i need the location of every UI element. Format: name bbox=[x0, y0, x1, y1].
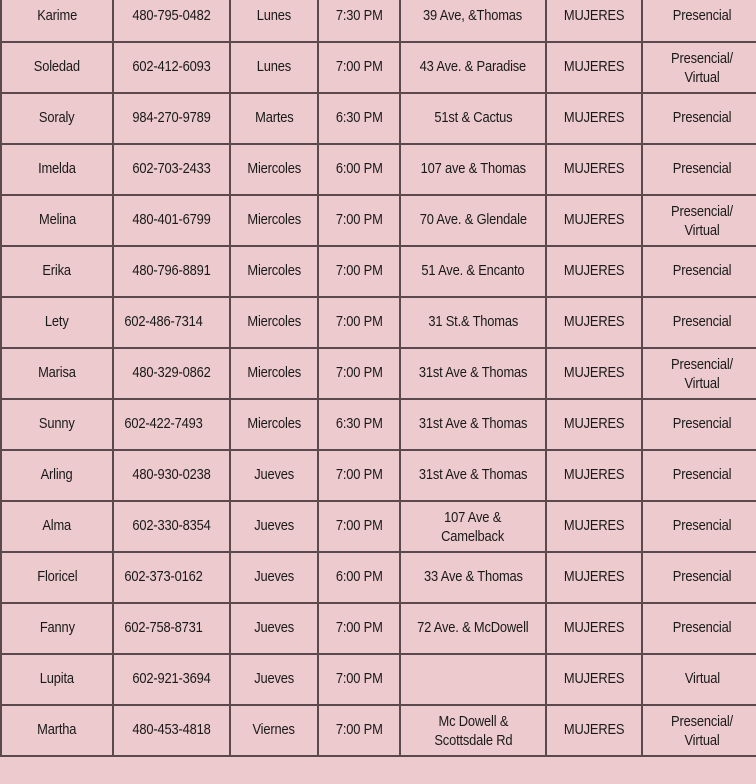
table-row bbox=[1, 195, 756, 246]
meeting-day: Jueves bbox=[254, 670, 294, 688]
meetings-table-body bbox=[1, 0, 756, 756]
attendance-mode: Presencial bbox=[673, 466, 732, 484]
group-type: MUJERES bbox=[563, 517, 625, 535]
meeting-address: 31st Ave & Thomas bbox=[418, 466, 528, 484]
table-row bbox=[1, 705, 756, 756]
contact-name-cell bbox=[1, 246, 113, 297]
meeting-time-cell bbox=[318, 450, 400, 501]
meeting-time-cell bbox=[318, 399, 400, 450]
meeting-address: 33 Ave & Thomas bbox=[423, 568, 523, 586]
contact-name-cell bbox=[1, 42, 113, 93]
contact-name: Sunny bbox=[39, 415, 75, 433]
meeting-address-cell bbox=[400, 348, 546, 399]
group-type-cell bbox=[546, 654, 642, 705]
phone-number-cell bbox=[113, 246, 230, 297]
phone-number-cell bbox=[113, 501, 230, 552]
meeting-time-cell bbox=[318, 654, 400, 705]
phone-number-cell bbox=[113, 42, 230, 93]
table-row bbox=[1, 603, 756, 654]
meeting-time-cell bbox=[318, 501, 400, 552]
contact-name: Arling bbox=[41, 466, 73, 484]
meeting-address: Mc Dowell & Scottsdale Rd bbox=[433, 712, 513, 749]
contact-name-cell bbox=[1, 195, 113, 246]
meeting-time: 7:00 PM bbox=[335, 262, 383, 280]
attendance-mode-cell bbox=[642, 93, 756, 144]
phone-number-cell bbox=[113, 144, 230, 195]
group-type: MUJERES bbox=[563, 7, 625, 25]
meeting-address: 70 Ave. & Glendale bbox=[419, 211, 527, 229]
phone-number: 602-703-2433 bbox=[132, 160, 211, 178]
meeting-time-cell bbox=[318, 552, 400, 603]
phone-number-cell bbox=[113, 450, 230, 501]
group-type-cell bbox=[546, 501, 642, 552]
attendance-mode-cell bbox=[642, 654, 756, 705]
meeting-address-cell bbox=[400, 552, 546, 603]
meeting-address: 51 Ave. & Encanto bbox=[421, 262, 525, 280]
phone-number-cell bbox=[113, 297, 230, 348]
meeting-time: 7:00 PM bbox=[335, 670, 383, 688]
meeting-address: 51st & Cactus bbox=[433, 109, 513, 127]
meeting-address: 72 Ave. & McDowell bbox=[417, 619, 529, 637]
phone-number-cell bbox=[113, 603, 230, 654]
group-type-cell bbox=[546, 0, 642, 42]
meeting-address-cell bbox=[400, 0, 546, 42]
meeting-day-cell bbox=[230, 654, 318, 705]
meeting-address: 107 ave & Thomas bbox=[420, 160, 526, 178]
phone-number: 602-758-8731 bbox=[124, 619, 203, 637]
meeting-time-cell bbox=[318, 42, 400, 93]
contact-name: Melina bbox=[38, 211, 76, 229]
meeting-time-cell bbox=[318, 195, 400, 246]
phone-number-cell bbox=[113, 705, 230, 756]
meeting-day: Miercoles bbox=[247, 415, 301, 433]
group-type: MUJERES bbox=[563, 211, 625, 229]
group-type: MUJERES bbox=[563, 160, 625, 178]
attendance-mode: Presencial bbox=[673, 109, 732, 127]
meeting-time: 7:00 PM bbox=[335, 211, 383, 229]
meeting-address: 31st Ave & Thomas bbox=[418, 415, 528, 433]
contact-name-cell bbox=[1, 501, 113, 552]
phone-number: 602-412-6093 bbox=[132, 58, 211, 76]
meeting-time: 6:00 PM bbox=[335, 568, 383, 586]
group-type-cell bbox=[546, 246, 642, 297]
group-type-cell bbox=[546, 93, 642, 144]
table-row bbox=[1, 501, 756, 552]
attendance-mode-cell bbox=[642, 144, 756, 195]
meeting-day: Miercoles bbox=[247, 313, 301, 331]
meeting-day-cell bbox=[230, 348, 318, 399]
meeting-day-cell bbox=[230, 0, 318, 42]
meeting-day: Jueves bbox=[254, 466, 294, 484]
contact-name: Erika bbox=[42, 262, 72, 280]
group-type-cell bbox=[546, 297, 642, 348]
meeting-day-cell bbox=[230, 297, 318, 348]
meeting-day: Lunes bbox=[256, 58, 292, 76]
phone-number: 984-270-9789 bbox=[132, 109, 211, 127]
contact-name: Floricel bbox=[36, 568, 78, 586]
contact-name: Martha bbox=[37, 721, 77, 739]
attendance-mode-cell bbox=[642, 501, 756, 552]
group-type-cell bbox=[546, 603, 642, 654]
group-type: MUJERES bbox=[563, 109, 625, 127]
meeting-address: 107 Ave & Camelback bbox=[441, 508, 505, 545]
attendance-mode-cell bbox=[642, 603, 756, 654]
phone-number: 480-795-0482 bbox=[132, 7, 211, 25]
meeting-day-cell bbox=[230, 42, 318, 93]
phone-number: 602-486-7314 bbox=[124, 313, 203, 331]
phone-number: 602-422-7493 bbox=[124, 415, 203, 433]
meeting-address: 39 Ave, &Thomas bbox=[423, 7, 523, 25]
table-row bbox=[1, 450, 756, 501]
contact-name-cell bbox=[1, 348, 113, 399]
contact-name-cell bbox=[1, 144, 113, 195]
meeting-day-cell bbox=[230, 246, 318, 297]
meeting-time-cell bbox=[318, 93, 400, 144]
group-type: MUJERES bbox=[563, 313, 625, 331]
group-type-cell bbox=[546, 552, 642, 603]
contact-name-cell bbox=[1, 450, 113, 501]
group-type: MUJERES bbox=[563, 415, 625, 433]
attendance-mode-cell bbox=[642, 348, 756, 399]
attendance-mode: Presencial/ Virtual bbox=[671, 355, 734, 392]
phone-number: 602-330-8354 bbox=[132, 517, 211, 535]
table-row bbox=[1, 246, 756, 297]
contact-name: Lety bbox=[45, 313, 69, 331]
attendance-mode: Presencial bbox=[673, 262, 732, 280]
attendance-mode-cell bbox=[642, 297, 756, 348]
attendance-mode: Presencial bbox=[673, 313, 732, 331]
attendance-mode: Presencial/ Virtual bbox=[671, 202, 734, 239]
phone-number-cell bbox=[113, 399, 230, 450]
group-type: MUJERES bbox=[563, 364, 625, 382]
phone-number-cell bbox=[113, 552, 230, 603]
attendance-mode: Presencial bbox=[673, 619, 732, 637]
meeting-address-cell bbox=[400, 93, 546, 144]
attendance-mode-cell bbox=[642, 42, 756, 93]
meeting-address-cell bbox=[400, 144, 546, 195]
contact-name: Lupita bbox=[39, 670, 75, 688]
attendance-mode-cell bbox=[642, 195, 756, 246]
group-type: MUJERES bbox=[563, 58, 625, 76]
meeting-day: Miercoles bbox=[247, 364, 301, 382]
group-type-cell bbox=[546, 450, 642, 501]
meeting-time: 7:00 PM bbox=[335, 364, 383, 382]
meeting-day-cell bbox=[230, 399, 318, 450]
contact-name-cell bbox=[1, 552, 113, 603]
meeting-address-cell bbox=[400, 705, 546, 756]
meeting-address-cell bbox=[400, 399, 546, 450]
meeting-time: 6:30 PM bbox=[335, 109, 383, 127]
phone-number-cell bbox=[113, 348, 230, 399]
phone-number: 480-401-6799 bbox=[132, 211, 211, 229]
meeting-time: 7:00 PM bbox=[335, 58, 383, 76]
group-type: MUJERES bbox=[563, 262, 625, 280]
meeting-address-cell bbox=[400, 297, 546, 348]
meeting-address: 43 Ave. & Paradise bbox=[419, 58, 527, 76]
meeting-day: Miercoles bbox=[247, 160, 301, 178]
phone-number: 602-921-3694 bbox=[132, 670, 211, 688]
table-row bbox=[1, 399, 756, 450]
contact-name-cell bbox=[1, 654, 113, 705]
meeting-time: 7:30 PM bbox=[335, 7, 383, 25]
attendance-mode-cell bbox=[642, 705, 756, 756]
group-type-cell bbox=[546, 705, 642, 756]
meeting-time: 6:30 PM bbox=[335, 415, 383, 433]
meeting-day: Jueves bbox=[254, 568, 294, 586]
meeting-time: 7:00 PM bbox=[335, 721, 383, 739]
attendance-mode-cell bbox=[642, 450, 756, 501]
phone-number-cell bbox=[113, 654, 230, 705]
table-row bbox=[1, 348, 756, 399]
meeting-address: 31st Ave & Thomas bbox=[418, 364, 528, 382]
contact-name-cell bbox=[1, 399, 113, 450]
meeting-time-cell bbox=[318, 705, 400, 756]
group-type-cell bbox=[546, 195, 642, 246]
contact-name: Alma bbox=[42, 517, 72, 535]
meeting-day: Viernes bbox=[252, 721, 296, 739]
meeting-day: Jueves bbox=[254, 517, 294, 535]
contact-name: Soledad bbox=[33, 58, 81, 76]
contact-name-cell bbox=[1, 0, 113, 42]
contact-name: Karime bbox=[37, 7, 77, 25]
contact-name: Soraly bbox=[39, 109, 75, 127]
table-row bbox=[1, 93, 756, 144]
group-type-cell bbox=[546, 42, 642, 93]
phone-number-cell bbox=[113, 93, 230, 144]
table-row bbox=[1, 654, 756, 705]
meeting-day: Jueves bbox=[254, 619, 294, 637]
group-type: MUJERES bbox=[563, 466, 625, 484]
phone-number: 602-373-0162 bbox=[124, 568, 203, 586]
contact-name-cell bbox=[1, 93, 113, 144]
phone-number: 480-453-4818 bbox=[132, 721, 211, 739]
meeting-day-cell bbox=[230, 705, 318, 756]
contact-name-cell bbox=[1, 603, 113, 654]
meeting-address-cell bbox=[400, 450, 546, 501]
phone-number: 480-930-0238 bbox=[132, 466, 211, 484]
phone-number-cell bbox=[113, 0, 230, 42]
meeting-day-cell bbox=[230, 450, 318, 501]
contact-name-cell bbox=[1, 705, 113, 756]
meeting-time-cell bbox=[318, 246, 400, 297]
meeting-day-cell bbox=[230, 552, 318, 603]
meeting-time-cell bbox=[318, 144, 400, 195]
meeting-address: 31 St.& Thomas bbox=[428, 313, 518, 331]
group-type-cell bbox=[546, 348, 642, 399]
meeting-time: 7:00 PM bbox=[335, 619, 383, 637]
meeting-address-cell bbox=[400, 603, 546, 654]
meeting-address-cell bbox=[400, 501, 546, 552]
phone-number-cell bbox=[113, 195, 230, 246]
meeting-day: Miercoles bbox=[247, 262, 301, 280]
meeting-address-cell bbox=[400, 654, 546, 705]
meeting-day-cell bbox=[230, 501, 318, 552]
meeting-address-cell bbox=[400, 246, 546, 297]
attendance-mode-cell bbox=[642, 552, 756, 603]
attendance-mode: Presencial/ Virtual bbox=[671, 712, 734, 749]
table-row bbox=[1, 0, 756, 42]
meeting-address-cell bbox=[400, 42, 546, 93]
attendance-mode: Presencial bbox=[673, 517, 732, 535]
meeting-time-cell bbox=[318, 0, 400, 42]
group-type: MUJERES bbox=[563, 568, 625, 586]
phone-number: 480-329-0862 bbox=[132, 364, 211, 382]
phone-number: 480-796-8891 bbox=[132, 262, 211, 280]
contact-name: Fanny bbox=[39, 619, 75, 637]
attendance-mode: Presencial bbox=[673, 415, 732, 433]
meeting-time: 7:00 PM bbox=[335, 313, 383, 331]
meeting-day-cell bbox=[230, 195, 318, 246]
attendance-mode: Presencial bbox=[673, 7, 732, 25]
meeting-day-cell bbox=[230, 93, 318, 144]
table-row bbox=[1, 297, 756, 348]
table-row bbox=[1, 144, 756, 195]
meeting-day: Miercoles bbox=[247, 211, 301, 229]
attendance-mode: Virtual bbox=[684, 670, 721, 688]
group-type: MUJERES bbox=[563, 721, 625, 739]
meeting-day: Lunes bbox=[256, 7, 292, 25]
contact-name: Marisa bbox=[38, 364, 76, 382]
contact-name: Imelda bbox=[38, 160, 76, 178]
group-type-cell bbox=[546, 144, 642, 195]
group-type-cell bbox=[546, 399, 642, 450]
attendance-mode: Presencial/ Virtual bbox=[671, 49, 734, 86]
table-row bbox=[1, 552, 756, 603]
table-row bbox=[1, 42, 756, 93]
attendance-mode: Presencial bbox=[673, 568, 732, 586]
group-type: MUJERES bbox=[563, 619, 625, 637]
contact-name-cell bbox=[1, 297, 113, 348]
meeting-time: 7:00 PM bbox=[335, 466, 383, 484]
attendance-mode: Presencial bbox=[673, 160, 732, 178]
meeting-day-cell bbox=[230, 603, 318, 654]
meeting-time: 7:00 PM bbox=[335, 517, 383, 535]
meeting-time-cell bbox=[318, 603, 400, 654]
meeting-day: Martes bbox=[254, 109, 294, 127]
attendance-mode-cell bbox=[642, 0, 756, 42]
attendance-mode-cell bbox=[642, 399, 756, 450]
meeting-day-cell bbox=[230, 144, 318, 195]
attendance-mode-cell bbox=[642, 246, 756, 297]
meeting-time: 6:00 PM bbox=[335, 160, 383, 178]
meeting-time-cell bbox=[318, 348, 400, 399]
meeting-time-cell bbox=[318, 297, 400, 348]
meeting-address-cell bbox=[400, 195, 546, 246]
group-type: MUJERES bbox=[563, 670, 625, 688]
